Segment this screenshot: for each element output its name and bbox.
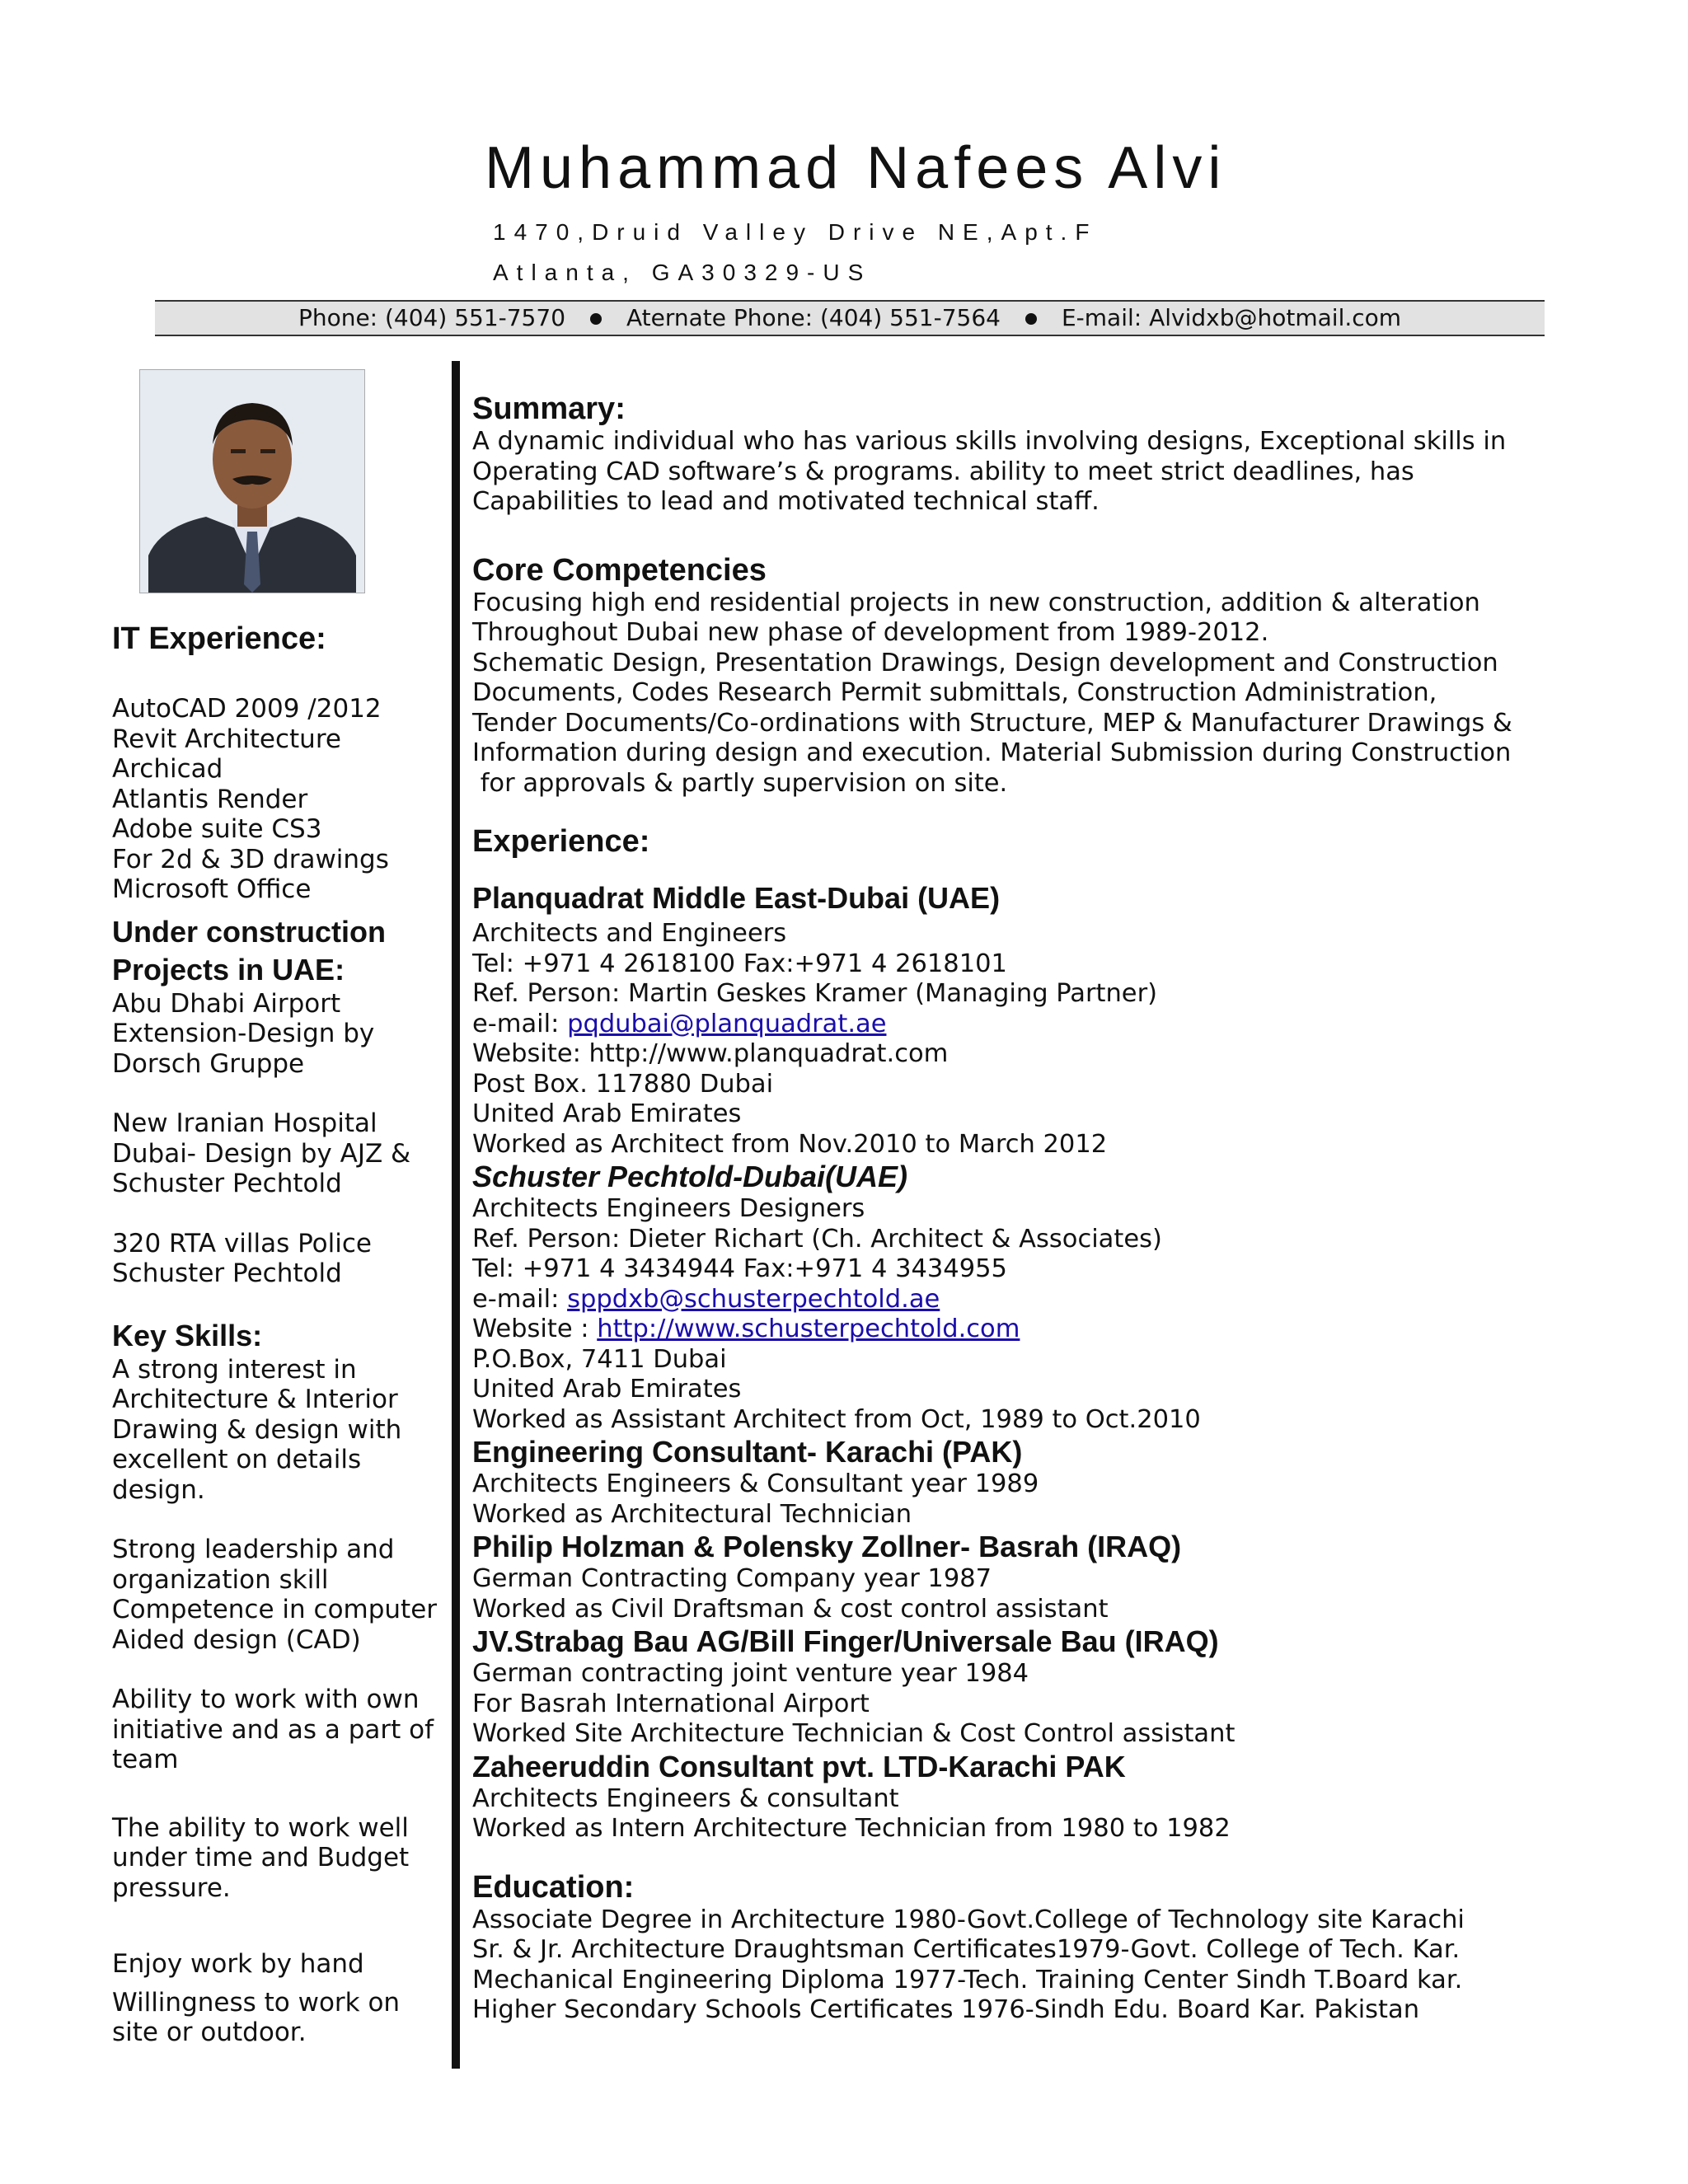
bullet-icon bbox=[1025, 313, 1037, 325]
summary-line: A dynamic individual who has various skills involving designs, Exceptional skills in bbox=[472, 427, 1507, 456]
employer-name: Zaheeruddin Consultant pvt. LTD-Karachi PAK bbox=[472, 1749, 1126, 1783]
employer-detail: Worked as Intern Architecture Technician from 1980 to 1982 bbox=[472, 1814, 1231, 1843]
list-item: 320 RTA villas Police bbox=[112, 1228, 372, 1258]
list-item: Dorsch Gruppe bbox=[112, 1048, 305, 1079]
summary-heading: Summary: bbox=[472, 391, 626, 426]
list-item: Abu Dhabi Airport bbox=[112, 988, 341, 1019]
list-item: Aided design (CAD) bbox=[112, 1624, 361, 1655]
employer-name: Planquadrat Middle East-Dubai (UAE) bbox=[472, 881, 1001, 915]
core-line: for approvals & partly supervision on site. bbox=[472, 768, 1008, 798]
phone: Phone: (404) 551-7570 bbox=[298, 304, 566, 331]
core-competencies-heading: Core Competencies bbox=[472, 552, 767, 588]
core-line: Information during design and execution. Material Submission during Construction bbox=[472, 738, 1512, 767]
employer-detail: Architects Engineers & consultant bbox=[472, 1783, 899, 1813]
email: E-mail: Alvidxb@hotmail.com bbox=[1061, 304, 1402, 331]
employer-detail: Worked as Assistant Architect from Oct, 1989 to Oct.2010 bbox=[472, 1404, 1201, 1434]
list-item: Willingness to work on bbox=[112, 1987, 401, 2018]
employer-name: Schuster Pechtold-Dubai(UAE) bbox=[472, 1160, 908, 1193]
employer-detail: United Arab Emirates bbox=[472, 1099, 742, 1128]
list-item: Revit Architecture bbox=[112, 724, 341, 754]
list-item: Schuster Pechtold bbox=[112, 1169, 342, 1198]
email-label: e-mail: bbox=[472, 1009, 568, 1038]
education-line: Associate Degree in Architecture 1980-Govt.College of Technology site Karachi bbox=[472, 1905, 1465, 1934]
website-label: Website : bbox=[472, 1315, 598, 1343]
candidate-name: Muhammad Nafees Alvi bbox=[485, 135, 1227, 201]
list-item: Enjoy work by hand bbox=[112, 1949, 364, 1979]
list-item: Adobe suite CS3 bbox=[112, 814, 322, 844]
list-item: A strong interest in bbox=[112, 1354, 357, 1385]
key-skills-list bbox=[112, 1355, 442, 2048]
core-line: Schematic Design, Presentation Drawings, Design development and Construction bbox=[472, 648, 1498, 677]
list-item: Microsoft Office bbox=[112, 874, 312, 904]
employer-detail: Worked as Architectural Technician bbox=[472, 1499, 912, 1529]
list-item: The ability to work well bbox=[112, 1812, 409, 1843]
address-line-1: 1470,Druid Valley Drive NE,Apt.F bbox=[493, 219, 1098, 245]
email-label: e-mail: bbox=[472, 1284, 568, 1314]
summary-line: Capabilities to lead and motivated technical staff. bbox=[472, 487, 1100, 516]
employer-website: Website: http://www.planquadrat.com bbox=[472, 1039, 949, 1068]
list-item: Archicad bbox=[112, 754, 223, 784]
employer-detail: German Contracting Company year 1987 bbox=[472, 1564, 992, 1593]
education-line: Sr. & Jr. Architecture Draughtsman Certificates1979-Govt. College of Tech. Kar. bbox=[472, 1935, 1461, 1964]
list-item: pressure. bbox=[112, 1872, 231, 1903]
employer-detail: Ref. Person: Martin Geskes Kramer (Managing Partner) bbox=[472, 979, 1158, 1008]
list-item: initiative and as a part of bbox=[112, 1714, 434, 1745]
employer-website-line bbox=[472, 1315, 1544, 1345]
list-item: excellent on details bbox=[112, 1445, 362, 1474]
email-link[interactable]: pqdubai@planquadrat.ae bbox=[567, 1009, 887, 1038]
website-link[interactable]: http://www.schusterpechtold.com bbox=[597, 1315, 1020, 1343]
employer-detail: Post Box. 117880 Dubai bbox=[472, 1069, 774, 1099]
core-line: Throughout Dubai new phase of development from 1989-2012. bbox=[472, 618, 1269, 647]
portrait-image bbox=[140, 370, 364, 593]
address-line-2: Atlanta, GA30329-US bbox=[493, 260, 872, 285]
list-item: Atlantis Render bbox=[112, 784, 308, 814]
list-item: New Iranian Hospital bbox=[112, 1108, 377, 1138]
email-link[interactable]: sppdxb@schusterpechtold.ae bbox=[567, 1284, 940, 1314]
projects-heading-line-2: Projects in UAE: bbox=[112, 952, 345, 987]
employer-detail: Worked Site Architecture Technician & Cost Control assistant bbox=[472, 1719, 1236, 1748]
education-line: Mechanical Engineering Diploma 1977-Tech. Training Center Sindh T.Board kar. bbox=[472, 1965, 1463, 1994]
list-item: organization skill bbox=[112, 1564, 329, 1595]
projects-heading-line-1: Under construction bbox=[112, 914, 387, 949]
core-line: Focusing high end residential projects in new construction, addition & alteration bbox=[472, 588, 1480, 617]
employer-name: JV.Strabag Bau AG/Bill Finger/Universale Bau (IRAQ) bbox=[472, 1624, 1219, 1658]
left-column bbox=[112, 620, 442, 2048]
employer-detail: For Basrah International Airport bbox=[472, 1689, 870, 1718]
list-item: AutoCAD 2009 /2012 bbox=[112, 694, 382, 724]
list-item: Drawing & design with bbox=[112, 1414, 402, 1445]
employer-detail: P.O.Box, 7411 Dubai bbox=[472, 1344, 727, 1374]
projects-list bbox=[112, 989, 442, 1289]
column-divider bbox=[452, 361, 460, 2069]
key-skills-heading: Key Skills: bbox=[112, 1318, 263, 1352]
list-item: Competence in computer bbox=[112, 1595, 438, 1624]
employer-detail: Ref. Person: Dieter Richart (Ch. Architect & Associates) bbox=[472, 1224, 1162, 1254]
employer-detail: Worked as Architect from Nov.2010 to March 2012 bbox=[472, 1129, 1108, 1159]
experience-heading: Experience: bbox=[472, 824, 650, 859]
education-heading: Education: bbox=[472, 1869, 635, 1905]
employer-name: Engineering Consultant- Karachi (PAK) bbox=[472, 1435, 1023, 1469]
list-item: For 2d & 3D drawings bbox=[112, 844, 389, 874]
employer-detail: Architects and Engineers bbox=[472, 919, 787, 948]
it-experience-list bbox=[112, 694, 442, 905]
employer-email-line bbox=[472, 1285, 1544, 1315]
profile-photo bbox=[139, 369, 365, 593]
employer-detail: United Arab Emirates bbox=[472, 1375, 742, 1404]
list-item: Architecture & Interior bbox=[112, 1385, 398, 1414]
employer-detail: Architects Engineers Designers bbox=[472, 1194, 865, 1223]
alternate-phone: Aternate Phone: (404) 551-7564 bbox=[626, 304, 1001, 331]
core-line: Documents, Codes Research Permit submittals, Construction Administration, bbox=[472, 678, 1437, 707]
employer-email-line bbox=[472, 1010, 1544, 1040]
list-item: team bbox=[112, 1745, 179, 1774]
list-item: Ability to work with own bbox=[112, 1685, 420, 1714]
core-line: Tender Documents/Co-ordinations with Structure, MEP & Manufacturer Drawings & bbox=[472, 708, 1512, 738]
list-item: site or outdoor. bbox=[112, 2018, 307, 2047]
employer-name: Philip Holzman & Polensky Zollner- Basrah (IRAQ) bbox=[472, 1530, 1182, 1563]
employer-detail: Worked as Civil Draftsman & cost control assistant bbox=[472, 1594, 1109, 1624]
employer-detail: German contracting joint venture year 1984 bbox=[472, 1659, 1029, 1688]
bullet-icon bbox=[590, 313, 602, 325]
summary-line: Operating CAD software’s & programs. ability to meet strict deadlines, has bbox=[472, 457, 1414, 486]
list-item: Schuster Pechtold bbox=[112, 1258, 342, 1288]
list-item: Extension-Design by bbox=[112, 1019, 375, 1048]
education-line: Higher Secondary Schools Certificates 1976-Sindh Edu. Board Kar. Pakistan bbox=[472, 1995, 1420, 2024]
employer-detail: Tel: +971 4 2618100 Fax:+971 4 2618101 bbox=[472, 949, 1007, 978]
employer-detail: Architects Engineers & Consultant year 1989 bbox=[472, 1469, 1039, 1498]
it-experience-heading: IT Experience: bbox=[112, 621, 326, 656]
right-column bbox=[472, 391, 1544, 2026]
employer-detail: Tel: +971 4 3434944 Fax:+971 4 3434955 bbox=[472, 1254, 1007, 1283]
list-item: under time and Budget bbox=[112, 1843, 410, 1872]
contact-bar bbox=[155, 300, 1545, 336]
list-item: Dubai- Design by AJZ & bbox=[112, 1138, 411, 1169]
list-item: Strong leadership and bbox=[112, 1535, 395, 1564]
list-item: design. bbox=[112, 1474, 205, 1505]
